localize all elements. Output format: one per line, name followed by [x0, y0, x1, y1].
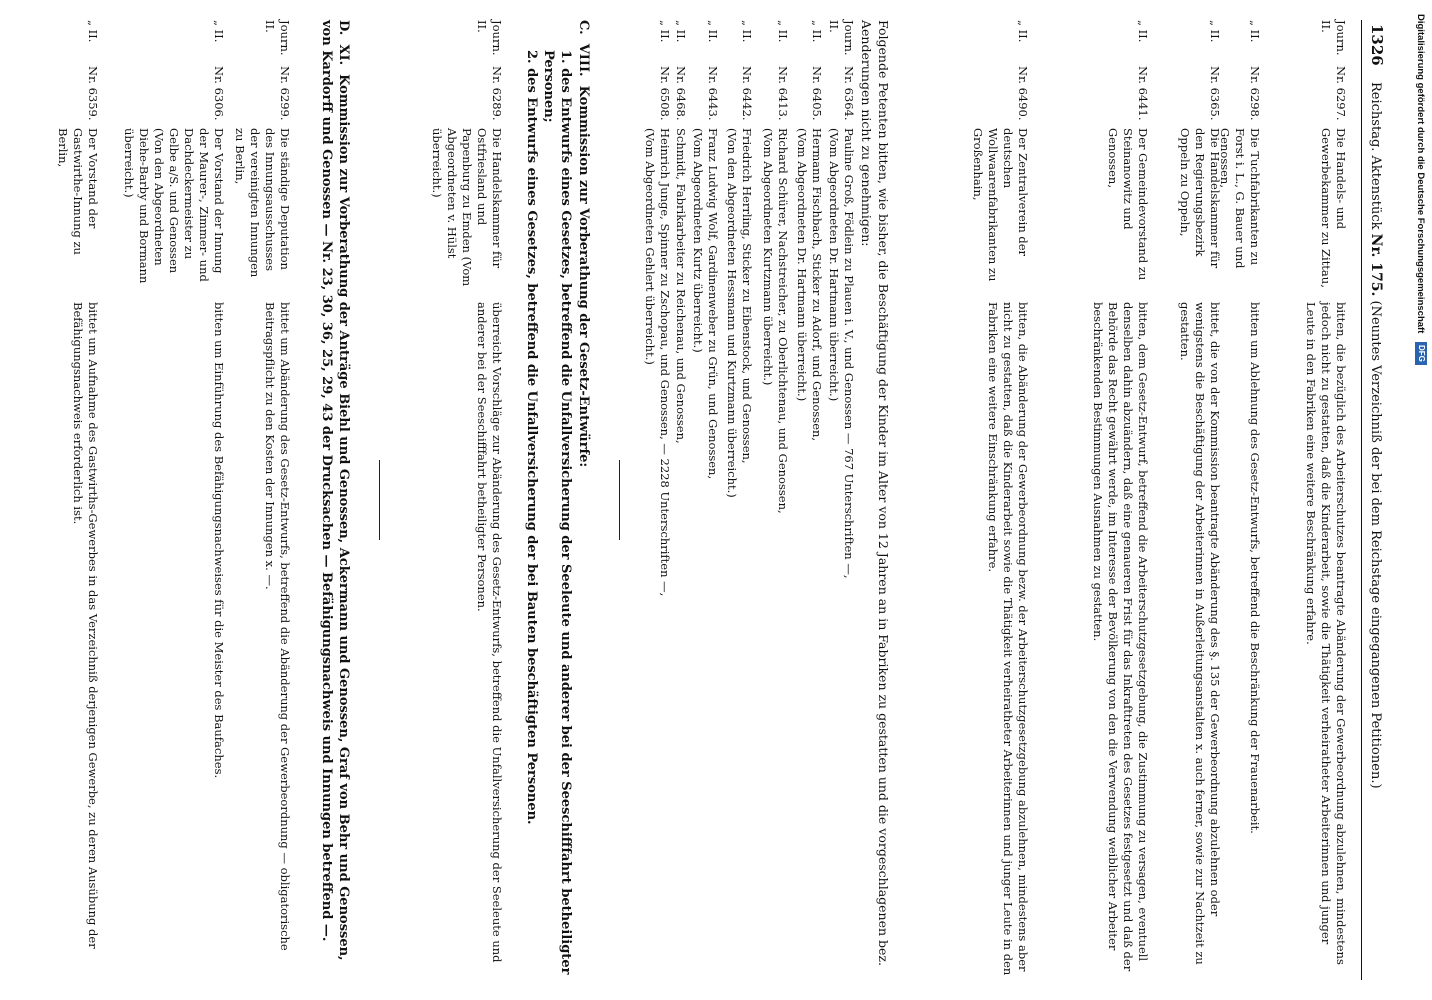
petition-text: bittet um Abänderung des Gesetz-Entwurfs, betreffend die Abänderung der Gewerbeordnung — obligatorische Beitragspflicht zu den Kosten der Innungen x. —. [263, 302, 292, 951]
petition-text: bitten um Einführung des Befähigungsnachweises für die Meister des Baufaches. [212, 302, 226, 779]
petition-number: Nr. 6405. [810, 66, 824, 121]
section-label: C. [576, 20, 591, 35]
journal-source: „ II. [740, 20, 754, 43]
petition-entry [1266, 20, 1348, 980]
journal-source: „ II. [1248, 20, 1262, 43]
commission-number: XI. [336, 44, 351, 66]
journal-source: Journ. II. [827, 20, 856, 56]
presented-by-note: (Von den Abgeordneten Hessmann und Kurtzmann überreicht.) [725, 128, 739, 498]
petition-text: bitten um Ablehnung des Gesetz-Entwurfs, betreffend die Beschränkung der Frauenarbeit. [1248, 302, 1262, 834]
petitioner-name: Friedrich Herrling, Sticker zu Eibenstock, und Genossen, [740, 128, 754, 464]
section-c-heading [575, 20, 592, 980]
petitioner-name: Schmidt, Fabrikarbeiter zu Reichenau, und Genossen, [674, 128, 688, 444]
presented-by-note: (Vom Abgeordneten Dr. Hartmann überreicht.) [795, 128, 809, 402]
journal-source: Journ. II. [475, 20, 504, 56]
presented-by-note: (Vom Abgeordneten Kurtz überreicht.) [691, 128, 705, 353]
petitioner-name: Pauline Groß, Födlein zu Plauen i. V., und Genossen — 767 Unterschriften —, [842, 128, 856, 579]
journal-source: Journ. II. [1319, 20, 1348, 56]
header-title [1368, 82, 1383, 789]
petitioner-name: Richard Schürer, Nachstreicher, zu Oberlichtenau, und Genossen, [776, 128, 790, 514]
credit-text: Digitalisierung gefördert durch die Deutsche Forschungsgemeinschaft [1415, 14, 1426, 334]
journal-source: „ II. [706, 20, 720, 43]
petition-number: Nr. 6359. [86, 66, 100, 121]
section-c-item-1: 1. des Entwurfs eines Gesetzes, betreffend die Unfallversicherung der Seeleute und anderer bei der Seeschifffahrt betheiligter Personen; [541, 50, 573, 975]
petition-entry [432, 20, 504, 980]
divider [379, 460, 380, 540]
commission-title: Kommission zur Vorberathung der Anträge Biehl und Genossen, Ackermann und Genossen, Graf von Behr und Genossen, von Kardorff und Genossen — Nr. 23, 30, 36, 25, 29, 43 der Drucksachen — Befähigungsnachweis und Innungen betreffend —. [319, 20, 351, 961]
petitioner: Der Gemeindevorstand zu Steinanowitz und Genossen, [1106, 128, 1150, 281]
petitioner: Die Handelskammer für den Regierungsbezirk Oppeln zu Oppeln, [1178, 128, 1222, 269]
petition-number: Nr. 6508. [658, 66, 672, 121]
page-header [1361, 20, 1384, 980]
petitioner: Die Handelskammer für Ostfriesland und Papenburg zu Emden (Vom Abgeordneten v. Hülst überreicht.) [430, 128, 504, 287]
journal-source: Journ. II. [263, 20, 292, 56]
petition-text: bitten, die bezüglich des Arbeiterschutzes beantragte Abänderung der Gewerbeordnung abzulehnen, mindestens jedoch nicht zu gestatten, daß die Kinderarbeit, sowie die Thätigkeit verheiratheter Arbeiterinnen und junger Leute in den Fabriken eine weitere Beschränkung erfahre. [1304, 302, 1348, 965]
petitioner: Die ständige Deputation des Innungsausschusses der vereinigten Innungen zu Berlin, [233, 128, 292, 278]
petition-number: Nr. 6441. [1136, 66, 1150, 121]
petition-entry [40, 20, 100, 980]
petition-text: überreicht Vorschläge zur Abänderung des Gesetz-Entwurfs, betreffend die Unfallversicherung der Seeleute und anderer bei der Seeschifffahrt betheiligter Personen. [475, 302, 504, 963]
petitioner: Der Zentralverein der deutschen Wollwaarenfabrikanten zu Großenhain, [971, 128, 1030, 282]
petition-number: Nr. 6299. [278, 66, 292, 121]
petitioner: Die Tuchfabrikanten zu Forst i. L., G. Bauer und Genossen, [1218, 128, 1262, 269]
document-page [12, 20, 1392, 980]
presented-by-note: (Vom Abgeordneten Kurtzmann überreicht.) [761, 128, 775, 386]
petition-number: Nr. 6468. [674, 66, 688, 121]
journal-source: „ II. [86, 20, 100, 43]
petition-entry [106, 20, 226, 980]
petition-number: Nr. 6443. [706, 66, 720, 121]
petitioner: Die Handels- und Gewerbekammer zu Zittau, [1319, 128, 1348, 288]
journal-source: „ II. [674, 20, 688, 43]
petition-number: Nr. 6364. [842, 66, 856, 121]
journal-source: „ II. [1208, 20, 1222, 43]
petition-number: Nr. 6442. [740, 66, 754, 121]
petition-number: Nr. 6413. [776, 66, 790, 121]
journal-source: „ II. [1136, 20, 1150, 43]
petition-text: bittet, die von der Kommission beantragte Abänderung des §. 135 der Gewerbeordnung abzulehnen oder wenigstens die Beschäftigung der Arbeiterinnen in Außerleitungsanstalten x. auch ferner, sowie zur Nachtzeit zu gestatten. [1178, 302, 1222, 965]
journal-source: „ II. [776, 20, 790, 43]
petitioner: Der Vorstand der Gastwirthe-Innung zu Berlin, [56, 128, 100, 255]
presented-by-note: (Vom Abgeordneten Gehlert überreicht.) [643, 128, 657, 365]
section-d-heading [300, 20, 352, 980]
petitioner-name: Heinrich Junge, Spinner zu Zschopau, und Genossen, — 2228 Unterschriften —, [658, 128, 672, 597]
section-label: D. [336, 20, 351, 36]
header-number: Nr. 175. [1368, 233, 1384, 297]
petition-entry [1218, 20, 1262, 980]
page-number: 1326 [1368, 24, 1386, 66]
petition-number: Nr. 6306. [212, 66, 226, 121]
petition-number: Nr. 6490. [1016, 66, 1030, 121]
section-c-item-2: 2. des Entwurfs eines Gesetzes, betreffend die Unfallversicherung der bei Bauten beschäftigten Personen. [524, 50, 539, 825]
journal-source: „ II. [658, 20, 672, 43]
petition-text: bitten, die Abänderung der Gewerbeordnung bezw. der Arbeiterschutzgesetzgebung abzulehnen, mindestens aber nicht zu gestatten, daß die Kinderarbeit sowie die Thätigkeit verheiratheter Arbeiterinnen und junger Leute in den Fabriken eine weitere Einschränkung erfahre. [986, 302, 1030, 976]
intro-paragraph: Folgende Petenten bitten, wie bisher, die Beschäftigung der Kinder im Alter von 12 Jahren an in Fabriken zu gestatten und die vorgeschlagenen bez. Aenderungen nicht zu genehmigen: [859, 20, 891, 966]
commission-number: VIII. [576, 43, 591, 77]
petition-entry [1038, 20, 1150, 980]
petitioner: Der Vorstand der Innung der Maurer-, Zimmer- und Dachdeckermeister zu Gelbe a/S. und Genossen (Von den Abgeordneten Diehe-Barby und Bormann überreicht.) [122, 128, 226, 284]
petition-number: Nr. 6298. [1248, 66, 1262, 121]
petition-entry [1156, 20, 1222, 980]
petition-text: bitten, dem Gesetz-Entwurf, betreffend die Arbeiterschutzgesetzgebung, die Zustimmung zu versagen, eventuell denselben dahin abzuändern, daß eine genaueren Frist für das Inkrafttreten des Gesetzes festgesetzt und daß der Behörde das Recht gewährt werde, im Interesse der Bevölkerung von den die Verwendung weiblicher Arbeiter beschränkenden Bestimmungen Ausnahmen zu gestatten. [1091, 302, 1150, 972]
petition-number: Nr. 6365. [1208, 66, 1222, 121]
journal-source: „ II. [1016, 20, 1030, 43]
petitioner-name: Franz Ludwig Wolf, Gardinenweber zu Grün, und Genossen, [706, 128, 720, 480]
petition-entry [228, 20, 292, 980]
commission-title: Kommission zur Vorberathung der Gesetz-Entwürfe: [576, 85, 591, 468]
petitioner-name: Hermann Fischbach, Sticker zu Adorf, und Genossen, [810, 128, 824, 442]
petition-number: Nr. 6297. [1334, 66, 1348, 121]
presented-by-note: (Vom Abgeordneten Dr. Hartmann überreicht.) [827, 128, 841, 402]
journal-source: „ II. [212, 20, 226, 43]
petition-number: Nr. 6289. [490, 66, 504, 121]
digitization-credit [1411, 14, 1429, 588]
petition-entry [940, 20, 1030, 980]
journal-source: „ II. [810, 20, 824, 43]
header-text: Reichstag. Aktenstück [1368, 82, 1383, 230]
petition-text: bittet um Aufnahme des Gastwirths-Gewerbes in das Verzeichniß derjenigen Gewerbe, zu deren Ausübung der Befähigungsnachweis erforderlich ist. [71, 302, 100, 949]
dfg-logo: DFG [1415, 342, 1427, 365]
header-subtitle: (Neuntes Verzeichniß der bei dem Reichstage eingegangenen Petitionen.) [1368, 300, 1383, 789]
divider [619, 460, 620, 540]
